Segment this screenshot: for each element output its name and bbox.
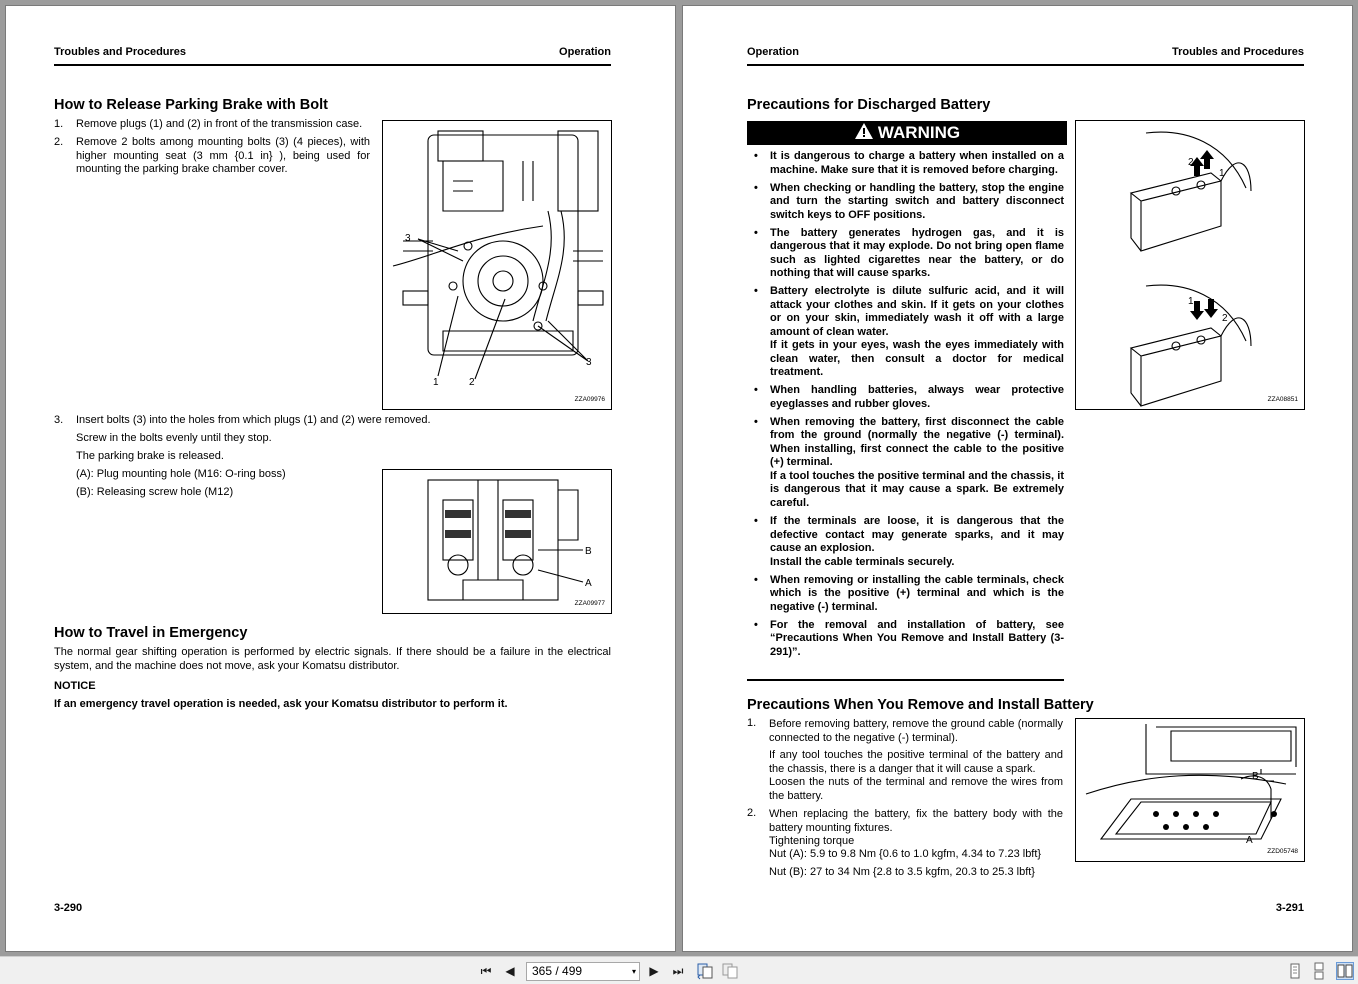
page-number: 3-290 xyxy=(54,902,83,914)
brake-section-drawing xyxy=(383,470,611,613)
section-title-parking-brake: How to Release Parking Brake with Bolt xyxy=(54,97,328,113)
single-page-view-button[interactable] xyxy=(1286,962,1304,980)
section-title-emergency: How to Travel in Emergency xyxy=(54,625,248,641)
notice-text: If an emergency travel operation is needed, ask your Komatsu distributor to perform it. xyxy=(54,698,508,710)
callout-label: 2 xyxy=(1188,157,1194,168)
warning-item: • The battery generates hydrogen gas, and it is dangerous that it may explode. Do not bring open flame such as lighted cigarettes near the battery, or do nothing that will cause sparks. xyxy=(754,226,1064,280)
transmission-figure xyxy=(382,120,612,410)
warning-icon xyxy=(854,122,874,140)
go-back-view-button[interactable] xyxy=(696,962,714,980)
warning-item: • When removing the battery, first disconnect the cable from the ground (normally the negative (-) terminal). When installing, first connect the cable to the positive (+) terminal. xyxy=(754,415,1064,469)
figure-code: ZZA09976 xyxy=(574,396,605,403)
step-number: 3. xyxy=(54,414,64,426)
figure-code: ZZD05748 xyxy=(1267,848,1298,855)
r-step-1-detail: If any tool touches the positive terminal of the battery and the chassis, there is a danger that it will cause a spark. xyxy=(769,749,1063,775)
warning-banner xyxy=(747,121,1067,145)
r-step-1-text: Before removing battery, remove the ground cable (normally connected to the negative (-) terminal). xyxy=(769,718,1063,744)
r-step-2-detail: Nut (A): 5.9 to 9.8 Nm {0.6 to 1.0 kgfm, 4.34 to 7.23 lbft} xyxy=(769,848,1042,860)
r-step-2-text: When replacing the battery, fix the battery body with the battery mounting fixtures. xyxy=(769,808,1063,834)
warning-item: • When handling batteries, always wear protective eyeglasses and rubber gloves. xyxy=(754,384,1064,410)
warning-end-rule xyxy=(747,679,1064,681)
callout-label: 1 xyxy=(1219,168,1225,179)
figure-code: ZZA08851 xyxy=(1267,396,1298,403)
two-page-icon xyxy=(1337,963,1353,979)
section-title-discharged-battery: Precautions for Discharged Battery xyxy=(747,97,991,113)
r-step-2-detail: Tightening torque xyxy=(769,835,855,847)
page-header xyxy=(54,46,611,66)
r-step-1-detail: Loosen the nuts of the terminal and remove the wires from the battery. xyxy=(769,776,1063,802)
callout-label: 2 xyxy=(469,377,475,388)
go-back-view-icon xyxy=(696,962,714,980)
callout-label: 1 xyxy=(1188,296,1194,307)
header-left: Operation xyxy=(747,46,799,58)
two-page-view-button[interactable] xyxy=(1336,962,1354,980)
previous-page-button[interactable]: ◀ xyxy=(505,964,515,978)
step-3-detail: (A): Plug mounting hole (M16: O-ring boss) xyxy=(76,468,286,480)
chevron-down-icon[interactable]: ▾ xyxy=(631,967,636,976)
warning-list xyxy=(747,150,1064,664)
go-forward-view-icon xyxy=(721,962,739,980)
page-number-field[interactable] xyxy=(526,962,640,981)
step-number: 1. xyxy=(54,118,64,130)
warning-item: • For the removal and installation of battery, see “Precautions When You Remove and Install Battery (3-291)”. xyxy=(754,618,1064,658)
last-page-button[interactable]: ⏭ xyxy=(672,964,684,978)
battery-mount-drawing xyxy=(1076,719,1304,861)
battery-mount-figure xyxy=(1075,718,1305,862)
section-title-remove-install-battery: Precautions When You Remove and Install Battery xyxy=(747,697,1094,713)
header-left: Troubles and Procedures xyxy=(54,46,187,58)
page-number: 3-291 xyxy=(1275,902,1304,914)
right-page xyxy=(682,5,1353,952)
callout-label: A xyxy=(1246,835,1253,846)
header-right: Troubles and Procedures xyxy=(1171,46,1304,58)
warning-label: WARNING xyxy=(877,123,961,142)
transmission-drawing xyxy=(383,121,611,409)
warning-item: • It is dangerous to charge a battery when installed on a machine. Make sure that it is removed before charging. xyxy=(754,150,1064,176)
continuous-page-icon xyxy=(1310,962,1328,980)
callout-label: 3 xyxy=(586,357,592,368)
step-number: 1. xyxy=(747,717,757,729)
step-number: 2. xyxy=(54,136,64,148)
warning-item: • When checking or handling the battery, stop the engine and turn the starting switch and battery disconnect switch keys to OFF positions. xyxy=(754,181,1064,221)
warning-item-continuation: Install the cable terminals securely. xyxy=(770,555,955,568)
step-2-text: Remove 2 bolts among mounting bolts (3) (4 pieces), with higher mounting seat (3 mm {0.1 in} ), being used for mounting the parking brake chamber cover. xyxy=(76,136,370,176)
go-forward-view-button[interactable] xyxy=(721,962,739,980)
callout-label: 2 xyxy=(1222,313,1228,324)
battery-figure xyxy=(1075,120,1305,410)
step-1-text: Remove plugs (1) and (2) in front of the transmission case. xyxy=(76,118,363,130)
notice-label: NOTICE xyxy=(54,680,96,692)
warning-item-continuation: If a tool touches the positive terminal and the chassis, it is dangerous that it may cause a spark. Be extremely careful. xyxy=(770,469,1064,509)
callout-label: B xyxy=(585,546,592,557)
figure-code: ZZA09977 xyxy=(574,600,605,607)
left-page xyxy=(5,5,676,952)
callout-label: A xyxy=(585,578,592,589)
continuous-view-button[interactable] xyxy=(1310,962,1328,980)
step-number: 2. xyxy=(747,807,757,819)
next-page-button[interactable]: ▶ xyxy=(649,964,659,978)
first-page-button[interactable]: ⏮ xyxy=(480,964,492,978)
emergency-text: The normal gear shifting operation is performed by electric signals. If there should be a failure in the electrical system, and the machine does not move, ask your Komatsu distributor. xyxy=(54,646,611,672)
callout-label: B xyxy=(1252,771,1259,782)
r-step-2-detail: Nut (B): 27 to 34 Nm {2.8 to 3.5 kgfm, 20.3 to 25.3 lbft} xyxy=(769,866,1035,878)
warning-item-continuation: If it gets in your eyes, wash the eyes immediately with clean water, then consult a doctor for medical treatment. xyxy=(770,339,1064,379)
page-indicator: 365 / 499 xyxy=(532,964,583,978)
warning-item: • When removing or installing the cable terminals, check which is the positive (+) terminal and which is the negative (-) terminal. xyxy=(754,573,1064,613)
single-page-icon xyxy=(1286,962,1304,980)
callout-label: 1 xyxy=(433,377,439,388)
step-3-detail: (B): Releasing screw hole (M12) xyxy=(76,486,234,498)
step-3-detail: Screw in the bolts evenly until they stop. xyxy=(76,432,272,444)
brake-section-figure xyxy=(382,469,612,614)
warning-item: • Battery electrolyte is dilute sulfuric acid, and it will attack your clothes and skin. If it gets on your clothes or on your skin, immediately wash it off with a large amount of clean water. xyxy=(754,285,1064,338)
page-header xyxy=(747,46,1304,66)
viewer-toolbar xyxy=(0,956,1358,984)
step-3-text: Insert bolts (3) into the holes from which plugs (1) and (2) were removed. xyxy=(76,414,431,426)
callout-label: 3 xyxy=(405,233,411,244)
battery-drawing xyxy=(1076,121,1304,409)
header-right: Operation xyxy=(559,46,611,58)
warning-item: • If the terminals are loose, it is dangerous that the defective contact may generate sparks, and it may cause an explosion. xyxy=(754,515,1064,555)
step-3-detail: The parking brake is released. xyxy=(76,450,224,462)
